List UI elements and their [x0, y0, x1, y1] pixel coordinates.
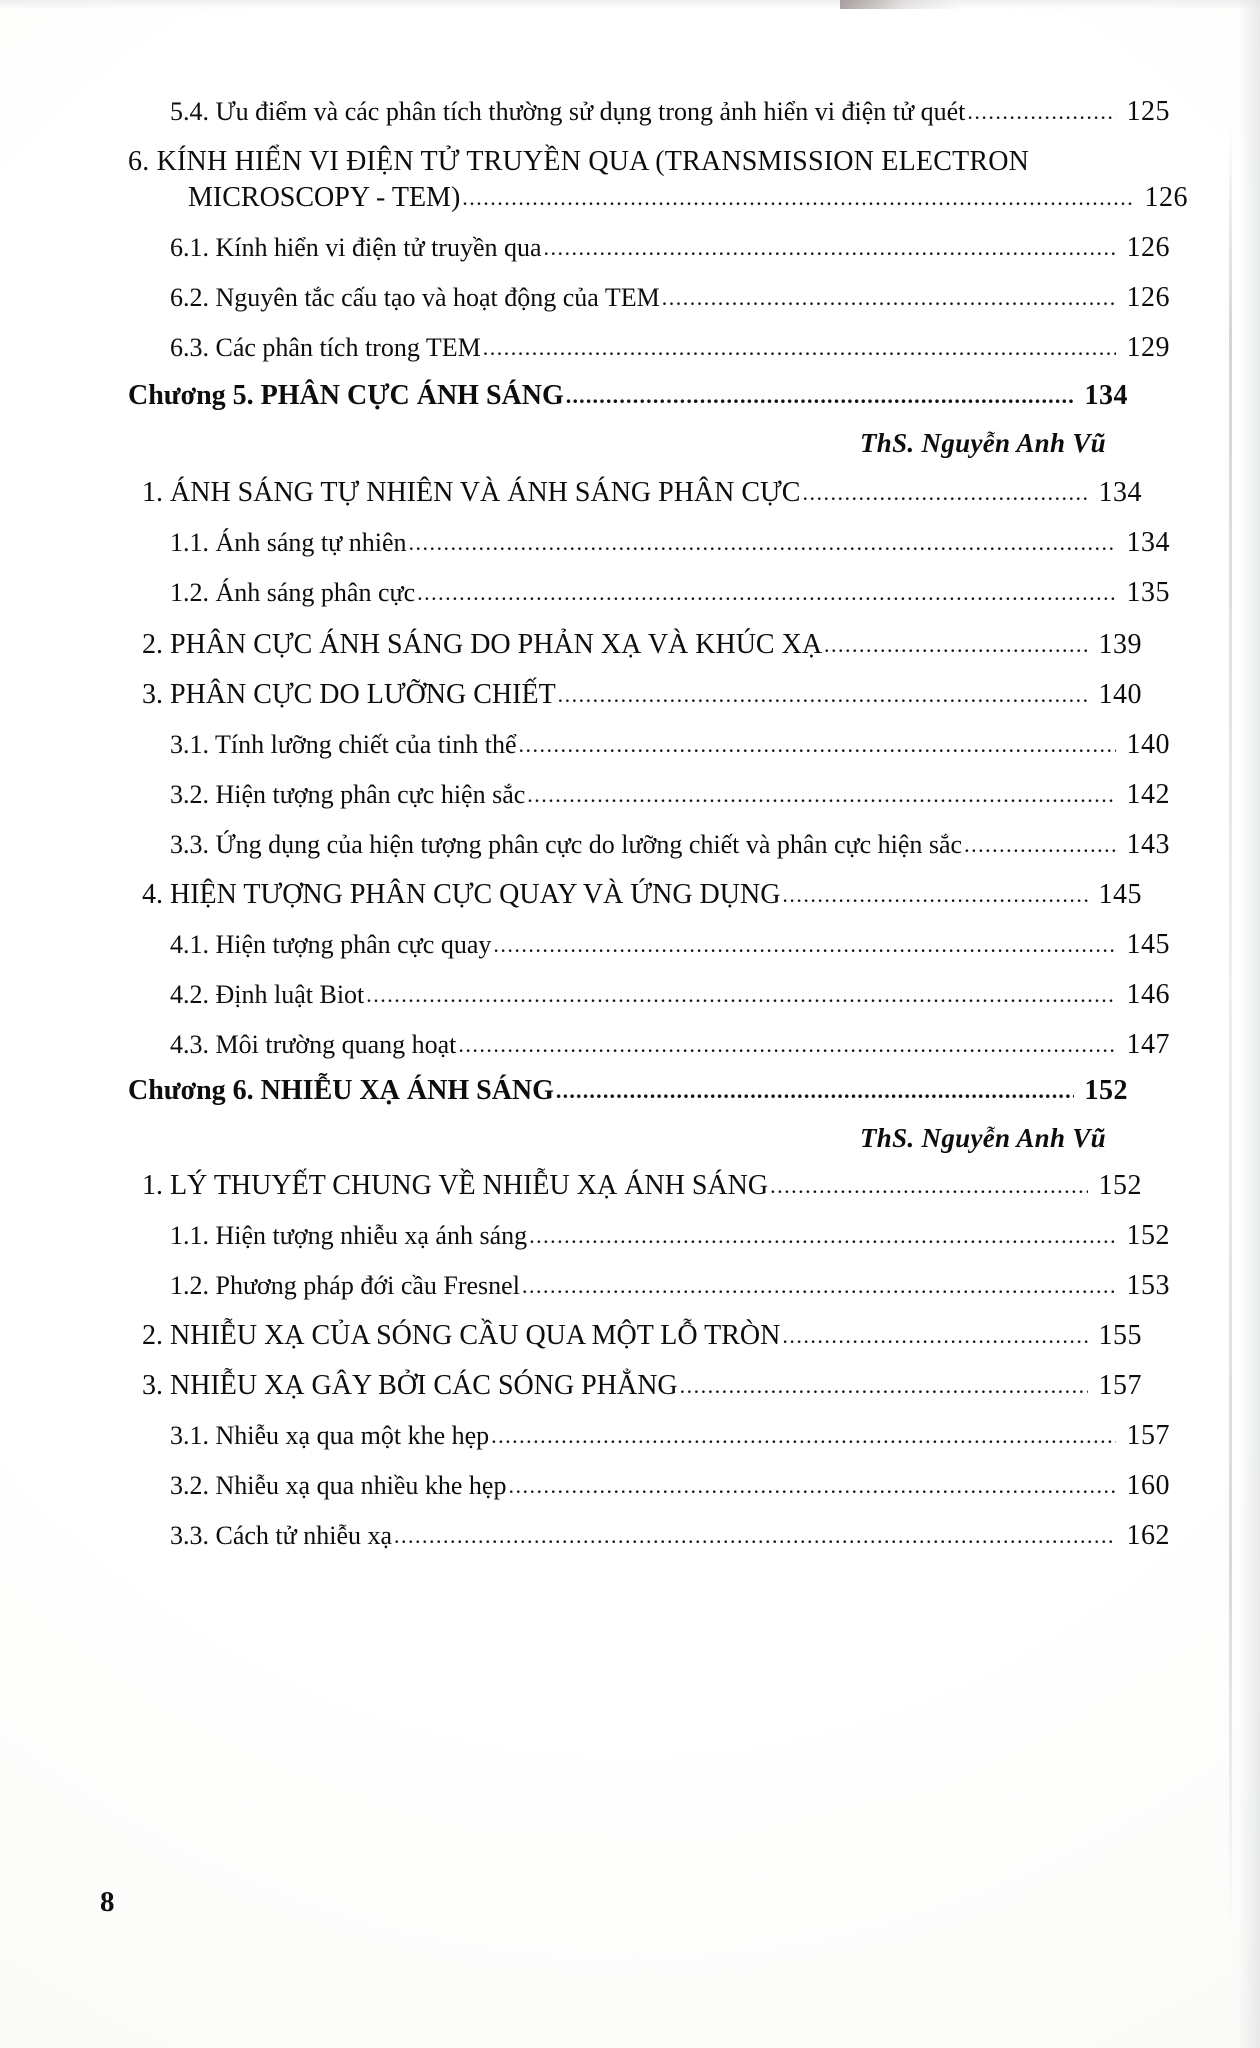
toc-entry[interactable]: [170, 929, 1170, 961]
toc-entry[interactable]: [170, 96, 1170, 128]
toc-dot-leader: [566, 383, 1074, 409]
toc-dot-leader: [493, 932, 1116, 958]
toc-entry-page-number: 134: [1084, 380, 1128, 411]
toc-entry-title: 3.1. Tính lưỡng chiết của tinh thể: [170, 730, 517, 759]
toc-entry[interactable]: [142, 879, 1142, 911]
toc-dot-leader: [366, 982, 1116, 1008]
toc-entry-title: 4. HIỆN TƯỢNG PHÂN CỰC QUAY VÀ ỨNG DỤNG: [142, 879, 781, 910]
toc-entry-page-number: 152: [1126, 1220, 1170, 1251]
toc-entry[interactable]: [142, 1320, 1142, 1352]
table-of-contents: [128, 96, 1188, 1552]
toc-dot-leader: [483, 335, 1116, 361]
toc-entry-page-number: 145: [1098, 879, 1142, 910]
toc-entry-page-number: 126: [1126, 232, 1170, 263]
toc-entry-title: 3.2. Nhiễu xạ qua nhiều khe hẹp: [170, 1471, 507, 1500]
toc-entry-page-number: 146: [1126, 979, 1170, 1010]
toc-entry-page-number: 152: [1098, 1170, 1142, 1201]
toc-entry-page-number: 157: [1098, 1370, 1142, 1401]
toc-dot-leader: [680, 1373, 1088, 1399]
toc-entry-page-number: 155: [1098, 1320, 1142, 1351]
toc-entry-title: 2. NHIỄU XẠ CỦA SÓNG CẦU QUA MỘT LỖ TRÒN: [142, 1320, 781, 1351]
toc-entry-title: 6.2. Nguyên tắc cấu tạo và hoạt động của TEM: [170, 283, 660, 312]
toc-entry[interactable]: [170, 779, 1170, 811]
toc-entry-title: 1.2. Ánh sáng phân cực: [170, 578, 416, 607]
toc-entry[interactable]: [170, 527, 1170, 559]
scan-right-edge-shadow: [1238, 0, 1260, 2048]
toc-entry[interactable]: [170, 1420, 1170, 1452]
toc-dot-leader: [417, 580, 1116, 606]
toc-entry[interactable]: [170, 1520, 1170, 1552]
scan-spine-line: [1229, 120, 1232, 1928]
toc-entry-title: 5.4. Ưu điểm và các phân tích thường sử dụng trong ảnh hiển vi điện tử quét: [170, 97, 966, 126]
toc-entry-page-number: 126: [1144, 182, 1188, 213]
toc-entry[interactable]: [128, 380, 1128, 412]
toc-dot-leader: [519, 732, 1116, 758]
toc-entry-page-number: 143: [1126, 829, 1170, 860]
toc-dot-leader: [491, 1423, 1116, 1449]
toc-dot-leader: [824, 632, 1088, 658]
toc-dot-leader: [802, 480, 1088, 506]
toc-entry[interactable]: [170, 729, 1170, 761]
toc-entry-page-number: 140: [1126, 729, 1170, 760]
toc-entry-page-number: 153: [1126, 1270, 1170, 1301]
scan-top-smudge: [840, 0, 960, 9]
toc-entry[interactable]: [170, 1270, 1170, 1302]
toc-entry[interactable]: [170, 577, 1170, 609]
toc-dot-leader: [782, 882, 1088, 908]
toc-entry-title: 6.1. Kính hiển vi điện tử truyền qua: [170, 233, 542, 262]
toc-entry-title: 1. ÁNH SÁNG TỰ NHIÊN VÀ ÁNH SÁNG PHÂN CỰC: [142, 477, 801, 508]
toc-entry[interactable]: [188, 182, 1188, 214]
toc-entry-title: 2. PHÂN CỰC ÁNH SÁNG DO PHẢN XẠ VÀ KHÚC XẠ: [142, 629, 823, 660]
toc-entry[interactable]: [170, 829, 1170, 861]
scan-top-shadow: [0, 0, 1260, 10]
toc-dot-leader: [529, 1223, 1116, 1249]
toc-dot-leader: [394, 1523, 1116, 1549]
toc-entry[interactable]: [170, 282, 1170, 314]
toc-entry-title: 4.3. Môi trường quang hoạt: [170, 1030, 457, 1059]
toc-entry-page-number: 142: [1126, 779, 1170, 810]
toc-entry-page-number: 125: [1126, 96, 1170, 127]
toc-entry-page-number: 160: [1126, 1470, 1170, 1501]
toc-dot-leader: [782, 1323, 1088, 1349]
toc-dot-leader: [967, 99, 1116, 125]
toc-entry-page-number: 134: [1098, 477, 1142, 508]
toc-entry-page-number: 157: [1126, 1420, 1170, 1451]
toc-entry-title: 1.1. Ánh sáng tự nhiên: [170, 528, 407, 557]
toc-entry[interactable]: [170, 1470, 1170, 1502]
toc-entry-title: 3. NHIỄU XẠ GÂY BỞI CÁC SÓNG PHẲNG: [142, 1370, 678, 1401]
toc-entry-title: 4.2. Định luật Biot: [170, 980, 365, 1009]
toc-entry-title: Chương 5. PHÂN CỰC ÁNH SÁNG: [128, 380, 564, 411]
toc-dot-leader: [458, 1032, 1116, 1058]
toc-entry[interactable]: [170, 232, 1170, 264]
toc-entry[interactable]: [170, 1220, 1170, 1252]
toc-dot-leader: [556, 1078, 1074, 1104]
toc-entry-page-number: 162: [1126, 1520, 1170, 1551]
toc-entry-title: 3.2. Hiện tượng phân cực hiện sắc: [170, 780, 526, 809]
toc-entry-page-number: 139: [1098, 629, 1142, 660]
chapter-author: ThS. Nguyễn Anh Vũ: [860, 1123, 1106, 1153]
toc-entry-page-number: 129: [1126, 332, 1170, 363]
toc-entry-title: 4.1. Hiện tượng phân cực quay: [170, 930, 492, 959]
toc-dot-leader: [662, 285, 1116, 311]
toc-entry-page-number: 152: [1084, 1075, 1128, 1106]
toc-entry[interactable]: [142, 629, 1142, 661]
toc-dot-leader: [770, 1173, 1088, 1199]
toc-dot-leader: [409, 530, 1116, 556]
toc-dot-leader: [462, 185, 1134, 211]
toc-entry-title: 1.1. Hiện tượng nhiễu xạ ánh sáng: [170, 1221, 528, 1250]
toc-entry[interactable]: [128, 146, 1128, 178]
toc-dot-leader: [527, 782, 1116, 808]
page-folio-number: 8: [100, 1886, 115, 1918]
toc-entry-title: 3.3. Cách tử nhiễu xạ: [170, 1521, 393, 1550]
toc-dot-leader: [558, 682, 1088, 708]
toc-entry-title: 3. PHÂN CỰC DO LƯỠNG CHIẾT: [142, 679, 556, 710]
toc-entry[interactable]: [142, 679, 1142, 711]
toc-entry[interactable]: [170, 979, 1170, 1011]
toc-entry-title: 6. KÍNH HIỂN VI ĐIỆN TỬ TRUYỀN QUA (TRANSMISSION ELECTRON: [128, 146, 1030, 177]
toc-entry-page-number: 140: [1098, 679, 1142, 710]
toc-entry[interactable]: [142, 1370, 1142, 1402]
toc-entry[interactable]: [128, 1075, 1128, 1107]
toc-entry[interactable]: [142, 477, 1142, 509]
toc-entry-page-number: 145: [1126, 929, 1170, 960]
toc-dot-leader: [964, 832, 1116, 858]
toc-entry-title: MICROSCOPY - TEM): [188, 182, 461, 213]
toc-entry-title: 3.3. Ứng dụng của hiện tượng phân cực do lưỡng chiết và phân cực hiện sắc: [170, 830, 963, 859]
toc-entry-page-number: 134: [1126, 527, 1170, 558]
toc-entry[interactable]: [170, 1029, 1170, 1061]
toc-entry-title: 3.1. Nhiễu xạ qua một khe hẹp: [170, 1421, 490, 1450]
toc-entry-title: Chương 6. NHIỄU XẠ ÁNH SÁNG: [128, 1075, 554, 1106]
toc-entry-page-number: 135: [1126, 577, 1170, 608]
toc-entry-title: 6.3. Các phân tích trong TEM: [170, 333, 481, 362]
toc-entry[interactable]: [142, 1170, 1142, 1202]
toc-entry-title: 1.2. Phương pháp đới cầu Fresnel: [170, 1271, 520, 1300]
chapter-author: ThS. Nguyễn Anh Vũ: [860, 428, 1106, 458]
toc-entry[interactable]: [170, 332, 1170, 364]
toc-dot-leader: [508, 1473, 1116, 1499]
toc-entry-page-number: 126: [1126, 282, 1170, 313]
toc-entry-page-number: 147: [1126, 1029, 1170, 1060]
toc-entry-title: 1. LÝ THUYẾT CHUNG VỀ NHIỄU XẠ ÁNH SÁNG: [142, 1170, 769, 1201]
toc-dot-leader: [544, 235, 1116, 261]
toc-dot-leader: [522, 1273, 1116, 1299]
